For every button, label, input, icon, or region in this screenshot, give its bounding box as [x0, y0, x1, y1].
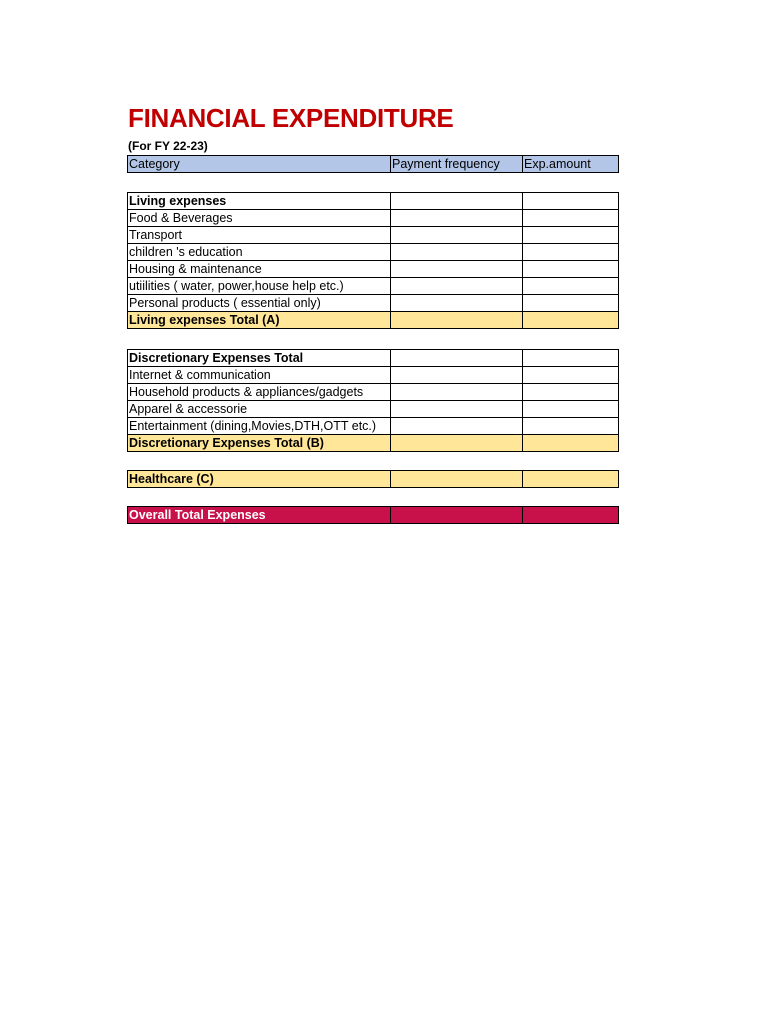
- table-row: [128, 418, 619, 435]
- healthcare-label[interactable]: Healthcare (C): [128, 471, 391, 488]
- frequency-cell[interactable]: [391, 350, 523, 367]
- amount-cell[interactable]: [523, 193, 619, 210]
- overall-total-row: [128, 507, 619, 524]
- table-row: [128, 244, 619, 261]
- healthcare-row: [128, 471, 619, 488]
- frequency-cell[interactable]: [391, 295, 523, 312]
- living-expenses-table: [127, 192, 619, 329]
- table-row: [128, 295, 619, 312]
- page-title: FINANCIAL EXPENDITURE: [128, 103, 454, 133]
- amount-cell[interactable]: [523, 295, 619, 312]
- header-table: [127, 155, 619, 173]
- living-total-row: [128, 312, 619, 329]
- category-cell[interactable]: Transport: [128, 227, 391, 244]
- frequency-cell[interactable]: [391, 418, 523, 435]
- page-subtitle: (For FY 22-23): [128, 139, 208, 153]
- amount-cell[interactable]: [523, 418, 619, 435]
- frequency-cell[interactable]: [391, 312, 523, 329]
- table-row: [128, 367, 619, 384]
- frequency-cell[interactable]: [391, 367, 523, 384]
- frequency-cell[interactable]: [391, 384, 523, 401]
- living-total-label[interactable]: Living expenses Total (A): [128, 312, 391, 329]
- overall-total-label[interactable]: Overall Total Expenses: [128, 507, 391, 524]
- table-row: [128, 350, 619, 367]
- frequency-cell[interactable]: [391, 193, 523, 210]
- amount-cell[interactable]: [523, 278, 619, 295]
- header-payment-frequency[interactable]: Payment frequency: [391, 156, 523, 173]
- amount-cell[interactable]: [523, 261, 619, 278]
- header-category[interactable]: Category: [128, 156, 391, 173]
- discretionary-total-label[interactable]: Discretionary Expenses Total (B): [128, 435, 391, 452]
- frequency-cell[interactable]: [391, 507, 523, 524]
- amount-cell[interactable]: [523, 401, 619, 418]
- category-cell[interactable]: Apparel & accessorie: [128, 401, 391, 418]
- discretionary-total-row: [128, 435, 619, 452]
- amount-cell[interactable]: [523, 210, 619, 227]
- living-heading-cell[interactable]: Living expenses: [128, 193, 391, 210]
- category-cell[interactable]: utiilities ( water, power,house help etc.): [128, 278, 391, 295]
- amount-cell[interactable]: [523, 312, 619, 329]
- amount-cell[interactable]: [523, 244, 619, 261]
- table-row: [128, 384, 619, 401]
- category-cell[interactable]: Food & Beverages: [128, 210, 391, 227]
- frequency-cell[interactable]: [391, 471, 523, 488]
- category-cell[interactable]: Personal products ( essential only): [128, 295, 391, 312]
- category-cell[interactable]: Housing & maintenance: [128, 261, 391, 278]
- table-row: [128, 261, 619, 278]
- amount-cell[interactable]: [523, 367, 619, 384]
- table-row: [128, 278, 619, 295]
- amount-cell[interactable]: [523, 435, 619, 452]
- healthcare-table: [127, 470, 619, 488]
- frequency-cell[interactable]: [391, 261, 523, 278]
- amount-cell[interactable]: [523, 350, 619, 367]
- frequency-cell[interactable]: [391, 278, 523, 295]
- table-row: [128, 401, 619, 418]
- amount-cell[interactable]: [523, 384, 619, 401]
- table-row: [128, 210, 619, 227]
- category-cell[interactable]: Household products & appliances/gadgets: [128, 384, 391, 401]
- frequency-cell[interactable]: [391, 401, 523, 418]
- frequency-cell[interactable]: [391, 244, 523, 261]
- discretionary-heading-cell[interactable]: Discretionary Expenses Total: [128, 350, 391, 367]
- amount-cell[interactable]: [523, 471, 619, 488]
- category-cell[interactable]: children 's education: [128, 244, 391, 261]
- category-cell[interactable]: Entertainment (dining,Movies,DTH,OTT etc.): [128, 418, 391, 435]
- table-row: [128, 193, 619, 210]
- table-row: [128, 227, 619, 244]
- discretionary-expenses-table: [127, 349, 619, 452]
- frequency-cell[interactable]: [391, 227, 523, 244]
- header-row: [128, 156, 619, 173]
- overall-total-table: [127, 506, 619, 524]
- category-cell[interactable]: Internet & communication: [128, 367, 391, 384]
- header-exp-amount[interactable]: Exp.amount: [523, 156, 619, 173]
- amount-cell[interactable]: [523, 227, 619, 244]
- frequency-cell[interactable]: [391, 435, 523, 452]
- frequency-cell[interactable]: [391, 210, 523, 227]
- amount-cell[interactable]: [523, 507, 619, 524]
